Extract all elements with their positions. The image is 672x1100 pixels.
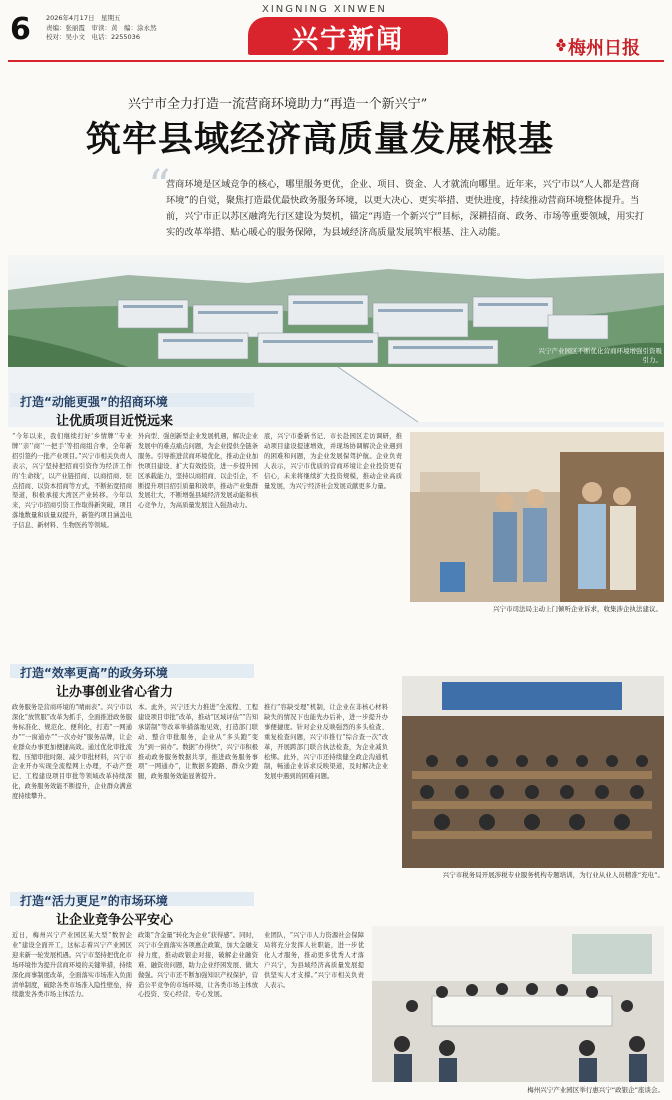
section-1-subtitle: 让优质项目近悦远来 [56,414,174,429]
section-2-column-3: 推行“容缺受理”机制，让企业在非核心材料缺失的情况下也能先办后补，进一步提升办事便捷度。针对企业反映强烈的多头检查、重复检查问题，兴宁市推行“综合查一次”改革，开展跨部门联合执法检查，为企业减负松绑。此外，兴宁市还持续健全政企沟通机制，畅通企业诉求反映渠道，及时解决企业发展中遇到的困难问题。 [264,704,388,781]
section-1-column-1: “今年以来，我们继续打好‘乡情牌’‘专业牌’‘亲’‘商’‘一把手’等招商组合拳，全年新招引签约一批产业项目。”兴宁市相关负责人表示，兴宁坚持把招商引资作为经济工作的‘生命线’，以产业链招商、以商招商、驻点招商、以资本招商等方式，不断拓宽招商渠道，积极承接大湾区产业转移。今年以来，兴宁市招商引资工作取得新突破，项目落地数量和质量双提升，新签约项目涵盖电子信息、新材料、生物医药等领域。 [12,433,132,530]
section-2-column-2: 本。此外，兴宁还大力推进“全流程、工程建设项目审批”改革，推动“区域评估”“告知承诺制”等改革举措落地见效，打造部门联动、整合审批服务，企业从“多头跑”变为“到一窗办”。数据“办得快”，兴宁市积极推动政务服务数据共享，推进政务服务事项“一网通办”，让数据多跑路、群众少跑腿，政务服务效能显著提升。 [138,704,258,781]
editor-line: 责编：张丽霞 审读：黄 编：涂永然 [46,23,157,32]
section-1-column-3: 底，兴宁市委新书记、市长赴园区走访调研，推动项目建设提速增效，并现场协调解决企业遇到的困难和问题，为企业发展保驾护航。企业负责人表示，兴宁市优质的营商环境让企业投资更有信心，未来将继续扩大投资规模，推动企业高质量发展，为兴宁经济社会发展贡献更多力量。 [264,433,402,490]
section-2-photo-training-session [402,676,664,868]
header-pinyin: XINGNING XINWEN [262,4,387,15]
plum-blossom-logo-icon [556,38,566,52]
section-3-subtitle: 让企业竞争公平安心 [56,913,174,928]
masthead-meta [46,14,157,43]
top-photo-caption: 兴宁产业园区不断优化营商环境增强引资吸引力。 [538,347,662,364]
section-3-title: 打造“活力更足”的市场环境 [20,894,168,908]
section-2-title: 打造“效率更高”的政务环境 [20,666,168,680]
section-1-photo-caption: 兴宁市司法局主动上门倾听企业诉求，收集涉企执法建议。 [493,605,662,613]
article-headline: 筑牢县域经济高质量发展根基 [86,120,555,160]
article-subtitle: 兴宁市全力打造一流营商环境助力“再造一个新兴宁” [128,97,428,112]
page-number: 6 [10,12,31,47]
section-2-photo-caption: 兴宁市税务局开展涉税专业服务机构专题培训，为行业从业人员精准“充电”。 [442,871,664,879]
section-1-column-2: 外向型、强创新型企业发展机遇，解决企业发展中的难点痛点问题，为企业提供全链条服务。引导推进营商环境优化，推动企业加快项目建设、扩大有效投资，进一步提升园区承载能力，坚持以商招商、以企引企，不断提升项目招引质量和效率，推动产业集群发展壮大，不断增强县域经济发展动能和核心竞争力，为高质量发展注入强劲动力。 [138,433,258,510]
article-lead: 营商环境是区域竞争的核心，哪里服务更优，企业、项目、资金、人才就流向哪里。近年来，兴宁市以“人人都是营商环境”的自觉，聚焦打造最优最快政务服务环境，以更大决心、更实举措、更快进度，持续推动营商环境整体提升。当前，兴宁市正以苏区融湾先行区建设为契机，锚定“再造一个新兴宁”目标，深耕招商、政务、市场等重要领域，用实打实的改革举措、贴心暖心的服务保障，为县域经济高质量发展筑牢根基、注入动能。 [166,179,644,238]
section-3-column-1: 近日，梅州兴宁产业园区某大型“数智企业”建设全面开工，这标志着兴宁产业园区迎来新一轮发展机遇。兴宁市坚持把优化市场环境作为提升营商环境的关键举措，持续深化商事制度改革，全面落实市场准入负面清单制度，破除各类市场准入隐性壁垒，持续激发各类市场主体活力。 [12,932,132,999]
section-3-column-3: 业团队，“兴宁市人力资源社会保障局将充分发挥人社职能，进一步优化人才服务，推动更多优秀人才落户兴宁，为县域经济高质量发展提供坚实人才支撑。”兴宁市相关负责人表示。 [264,932,364,989]
section-1-photo-officials-visit [410,432,664,602]
section-3-photo-caption: 梅州兴宁产业园区举行惠兴宁“政银企”座谈会。 [527,1086,664,1094]
newspaper-name: 梅州日报 [568,38,640,59]
section-3-photo-forum-meeting [372,926,664,1082]
tel-line: 校对：吴小文 电话：2255036 [46,33,140,41]
section-title: 兴宁新闻 [291,25,404,55]
date-line: 2026年4月17日 星期五 [46,14,121,22]
header-divider [8,60,664,62]
section-2-subtitle: 让办事创业省心省力 [56,685,174,700]
section-2-column-1: 政务服务是营商环境的“晴雨表”。兴宁市以深化“放管服”改革为抓手，全面推进政务服务标准化、规范化、便利化，打造“一网通办”“一窗通办”“一次办好”服务品牌，让企业群众办事更加便捷高效。通过优化审批流程、压缩审批时限、减少审批材料，兴宁市企业开办实现全流程网上办理，不动产登记、工程建设项目审批等领域改革持续深化，政务服务效能不断提升，企业群众满意度持续攀升。 [12,704,132,801]
section-1-title: 打造“动能更强”的招商环境 [20,395,168,409]
quote-mark-icon: “ [148,161,171,212]
section-3-column-2: 政策“含金量”转化为企业“获得感”。同时，兴宁市全面落实各项惠企政策，加大金融支持力度，推动政银企对接，破解企业融资难、融资贵问题，助力企业纾困发展、做大做强。兴宁市还不断加强知识产权保护，营造公平竞争的市场环境，让各类市场主体放心投资、安心经营、专心发展。 [138,932,258,999]
